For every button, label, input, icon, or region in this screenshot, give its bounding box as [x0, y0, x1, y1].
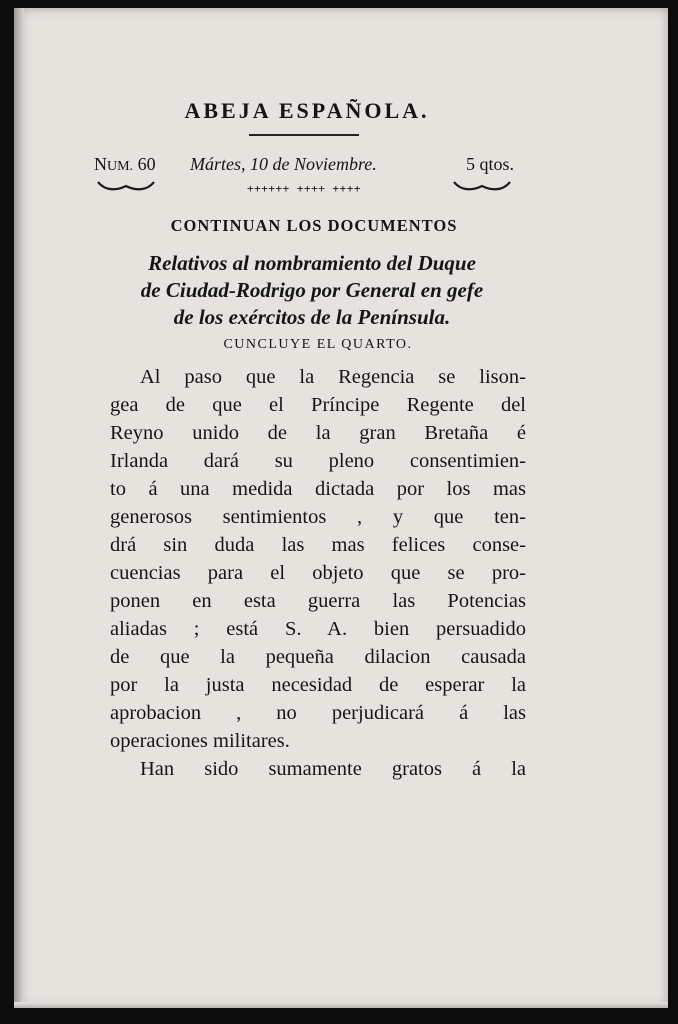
- subtitle-line: de Ciudad-Rodrigo por General en gefe: [140, 278, 484, 302]
- body-line: Reyno unido de la gran Bretaña é: [110, 422, 526, 444]
- page-content: [94, 98, 526, 783]
- body-line: Han sido sumamente gratos á la: [140, 758, 526, 780]
- body-line: ponen en esta guerra las Potencias: [110, 590, 526, 612]
- dingbat-rule: ++++++ ++++ ++++: [247, 182, 361, 195]
- body-line: operaciones militares.: [110, 730, 290, 752]
- page-bottom-edge: [14, 1002, 668, 1008]
- ornament-row: [94, 180, 514, 198]
- body-line: drá sin duda las mas felices conse-: [110, 534, 526, 556]
- body-line: aprobacion , no perjudicará á las: [110, 702, 526, 724]
- book-page: [14, 8, 668, 1008]
- issue-number-value: 60: [137, 154, 156, 174]
- body-line: to á una medida dictada por los mas: [110, 478, 526, 500]
- article-subtitle: [110, 250, 514, 331]
- body-line: gea de que el Príncipe Regente del: [110, 394, 526, 416]
- title-underline: [249, 134, 359, 136]
- subtitle-line: de los exércitos de la Península.: [173, 305, 451, 329]
- conclusion-label: CUNCLUYE EL QUARTO.: [223, 337, 413, 352]
- body-line: por la justa necesidad de esperar la: [110, 674, 526, 696]
- subtitle-line: Relativos al nombramiento del Duque: [148, 251, 476, 275]
- body-line: Al paso que la Regencia se lison-: [140, 366, 526, 388]
- body-line: cuencias para el objeto que se pro-: [110, 562, 526, 584]
- issue-number-suffix: UM.: [107, 159, 134, 174]
- issue-number: [94, 154, 156, 175]
- body-line: aliadas ; está S. A. bien persuadido: [110, 618, 526, 640]
- issue-date: Mártes, 10 de Noviembre.: [190, 154, 377, 174]
- issue-line: [94, 154, 514, 180]
- body-line: Irlanda dará su pleno consentimien-: [110, 450, 526, 472]
- issue-number-prefix: N: [94, 154, 107, 174]
- newspaper-title: ABEJA ESPAÑOLA.: [184, 98, 430, 123]
- body-line: generosos sentimientos , y que ten-: [110, 506, 526, 528]
- issue-price: 5 qtos.: [465, 154, 514, 174]
- page-gutter-shadow: [14, 8, 24, 1008]
- flourish-right-icon: [452, 178, 512, 192]
- section-title: CONTINUAN LOS DOCUMENTOS: [170, 216, 458, 235]
- article-body: [110, 363, 526, 783]
- body-line: de que la pequeña dilacion causada: [110, 646, 526, 668]
